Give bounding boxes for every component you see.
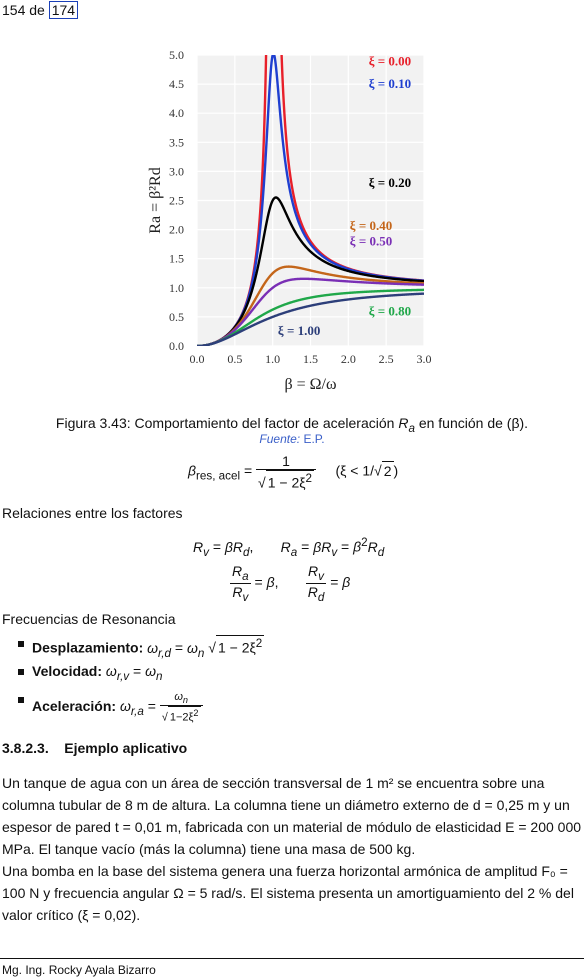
beta-resonance-formula: $\beta_{res, acel}$ = $\frac{1}{√ 1 - 2\xi^2}$ (ξ < 1/√ 2 ) bbox=[188, 453, 399, 491]
x-axis-label: β = Ω/ω bbox=[284, 376, 337, 393]
series-label: ξ = 0.40 bbox=[349, 218, 393, 234]
x-tick-label: 0.5 bbox=[227, 352, 243, 366]
bullet-icon bbox=[18, 641, 24, 647]
page-total-link[interactable]: 174 bbox=[49, 1, 78, 19]
footer-author: Mg. Ing. Rocky Ayala Bizarro bbox=[2, 963, 156, 977]
page-current: 154 bbox=[2, 2, 26, 18]
y-axis-label: Ra = β²Rd bbox=[147, 167, 164, 234]
chart bbox=[140, 42, 440, 397]
y-tick-label: 3.5 bbox=[169, 135, 184, 150]
x-tick-label: 0.0 bbox=[189, 352, 205, 366]
resonance-heading: Frecuencias de Resonancia bbox=[2, 611, 176, 627]
x-tick-label: 2.0 bbox=[340, 352, 356, 366]
y-tick-label: 0.0 bbox=[169, 339, 184, 353]
y-tick-label: 0.5 bbox=[169, 309, 184, 324]
x-tick-label: 3.0 bbox=[416, 352, 432, 366]
y-tick-label: 4.5 bbox=[169, 77, 184, 92]
bullet-icon bbox=[18, 669, 24, 675]
list-item: Aceleración: $\omega_{r,a}$ = $\frac{\omega_n}{√ 1-2\xi^2}$ bbox=[0, 691, 400, 719]
y-tick-label: 5.0 bbox=[169, 48, 184, 62]
x-tick-label: 2.5 bbox=[378, 352, 394, 366]
x-tick-label: 1.5 bbox=[303, 352, 318, 366]
series-label: ξ = 0.00 bbox=[368, 53, 412, 69]
footer-divider bbox=[0, 958, 584, 959]
relations-formula-2: $\frac{R_a}{R_v}$ = β, $\frac{R_v}{R_d}$ = β bbox=[232, 563, 351, 604]
y-tick-label: 3.0 bbox=[169, 164, 184, 179]
paragraph-1: Un tanque de agua con un área de sección transversal de 1 m² se encuentra sobre una columna tubular de 8 m de altura. La columna tiene un diámetro externo de d = 0,25 m y un espesor de pared t = 0,01 m, fabricada con un material de módulo de elasticidad E = 200 000 MPa. El tanque vacío (más la columna) tiene una masa de 500 kg. bbox=[2, 775, 582, 857]
figure-source: Fuente: E.P. bbox=[259, 432, 325, 446]
series-label: ξ = 0.10 bbox=[368, 76, 412, 92]
y-tick-label: 2.0 bbox=[169, 222, 184, 237]
y-tick-label: 1.0 bbox=[169, 280, 184, 295]
series-label: ξ = 0.20 bbox=[368, 175, 412, 191]
paragraph-2: Una bomba en la base del sistema genera una fuerza horizontal armónica de amplitud F₀ = 100 N y frecuencia angular Ω = 5 rad/s. El sistema presenta un amortiguamiento del 2 % del valor crítico (ξ = 0,02). bbox=[2, 863, 574, 923]
relations-heading: Relaciones entre los factores bbox=[2, 505, 183, 521]
y-tick-label: 1.5 bbox=[169, 251, 184, 266]
page-of: de bbox=[29, 2, 45, 18]
series-label: ξ = 0.80 bbox=[368, 303, 412, 319]
resonance-list bbox=[0, 635, 400, 724]
y-tick-label: 2.5 bbox=[169, 193, 184, 208]
page-indicator bbox=[2, 2, 78, 18]
y-tick-label: 4.0 bbox=[169, 106, 184, 121]
x-tick-label: 1.0 bbox=[265, 352, 281, 366]
example-heading: 3.8.2.3. Ejemplo aplicativo bbox=[2, 740, 188, 756]
list-item: Velocidad: $\omega_{r,v} = \omega_n$ bbox=[0, 663, 400, 691]
figure-caption: Figura 3.43: Comportamiento del factor de aceleración $R_a$ en función de (β). bbox=[55, 415, 529, 435]
series-label: ξ = 1.00 bbox=[277, 322, 321, 338]
relations-formula-1: $R_v = \beta R_d$, $R_a = \beta R_v = \beta^2R_d$ bbox=[193, 536, 385, 559]
bullet-icon bbox=[18, 697, 24, 703]
series-label: ξ = 0.50 bbox=[349, 233, 393, 249]
list-item: Desplazamiento: $\omega_{r,d} = \omega_n$ √ $1 - 2\xi^2$ bbox=[0, 635, 400, 663]
